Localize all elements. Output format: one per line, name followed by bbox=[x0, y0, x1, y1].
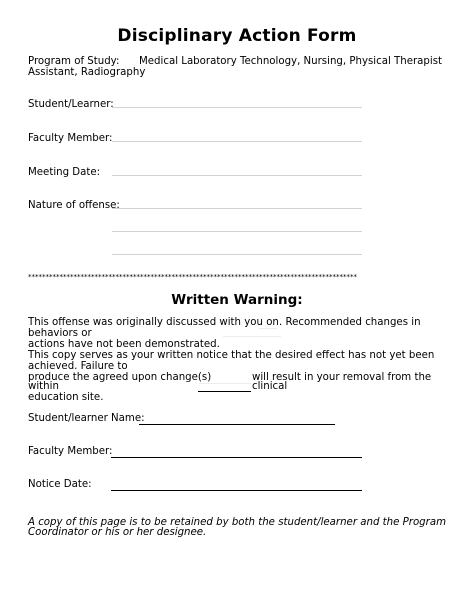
para-line7b: clinical bbox=[252, 381, 288, 392]
meeting-date-field[interactable] bbox=[112, 175, 362, 176]
sig-faculty-label: Faculty Member: bbox=[28, 446, 113, 457]
star-separator: ********************************************************************************************** bbox=[28, 273, 357, 281]
para-line1a: This offense was originally discussed with you on bbox=[28, 317, 279, 328]
offense-label: Nature of offense: bbox=[28, 200, 120, 211]
sig-notice-label: Notice Date: bbox=[28, 479, 92, 490]
behaviors-field[interactable] bbox=[223, 336, 281, 337]
student-label: Student/Learner: bbox=[28, 99, 114, 110]
program-label: Program of Study: bbox=[28, 56, 120, 67]
sig-notice-field[interactable] bbox=[111, 490, 362, 491]
meeting-date-label: Meeting Date: bbox=[28, 167, 101, 178]
original-date-field[interactable] bbox=[259, 328, 277, 329]
sig-student-field[interactable] bbox=[139, 424, 335, 425]
form-title: Disciplinary Action Form bbox=[117, 26, 357, 46]
offense-field-line2[interactable] bbox=[112, 231, 362, 232]
para-line4: This copy serves as your written notice that the desired effect has not yet been bbox=[28, 350, 435, 361]
footer-line1: A copy of this page is to be retained by both the student/learner and the Program bbox=[28, 517, 446, 528]
para-line8: education site. bbox=[28, 392, 104, 403]
para-line6b: will result in your removal from the bbox=[252, 372, 432, 383]
para-line6a: produce the agreed upon change(s) bbox=[28, 372, 212, 383]
student-field[interactable] bbox=[112, 107, 362, 108]
program-value-line2: Assistant, Radiography bbox=[28, 67, 146, 78]
program-value-line1: Medical Laboratory Technology, Nursing, Physical Therapist bbox=[139, 56, 443, 67]
change-field[interactable] bbox=[199, 383, 251, 384]
footer-line2: Coordinator or his or her designee. bbox=[28, 527, 207, 538]
faculty-field[interactable] bbox=[112, 141, 362, 142]
sig-student-label: Student/learner Name: bbox=[28, 413, 145, 424]
offense-field-line3[interactable] bbox=[112, 254, 362, 255]
warning-title: Written Warning: bbox=[171, 292, 303, 308]
offense-field-line1[interactable] bbox=[112, 208, 362, 209]
para-line3: actions have not been demonstrated. bbox=[28, 339, 220, 350]
para-line2: behaviors or bbox=[28, 328, 92, 339]
within-field[interactable] bbox=[198, 391, 251, 392]
para-line1b: . Recommended changes in bbox=[279, 317, 421, 328]
sig-faculty-field[interactable] bbox=[111, 457, 362, 458]
para-line7a: within bbox=[28, 381, 59, 392]
faculty-label: Faculty Member: bbox=[28, 133, 113, 144]
para-line5: achieved. Failure to bbox=[28, 361, 128, 372]
